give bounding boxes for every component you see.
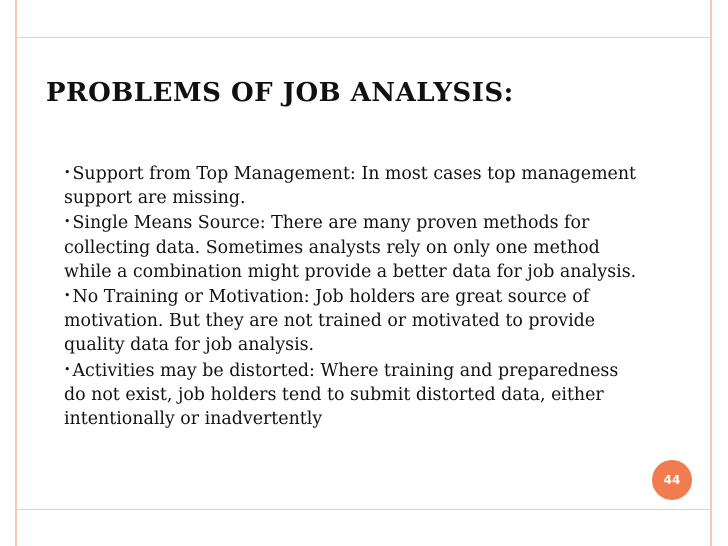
bullet-icon: • (64, 215, 71, 229)
frame-right-border (710, 0, 712, 546)
bullet-text: Support from Top Management: In most cases top management support are missing. (64, 164, 637, 209)
frame-bottom-border (15, 509, 712, 510)
frame-top-border (15, 37, 712, 38)
bullet-item (64, 161, 644, 210)
slide-title: PROBLEMS OF JOB ANALYSIS: (46, 78, 514, 108)
bullet-text: Single Means Source: There are many proven methods for collecting data. Sometimes analysts rely on only one method while a combination might provide a better data for job analysis. (64, 213, 637, 282)
bullet-icon: • (64, 166, 71, 179)
bullet-icon: • (64, 362, 71, 376)
bullet-icon: • (64, 289, 71, 303)
bullet-text: No Training or Motivation: Job holders are great source of motivation. But they are not trained or motivated to provide quality data for job analysis. (64, 287, 596, 356)
bullet-text: Activities may be distorted: Where training and preparedness do not exist, job holders tend to submit distorted data, either intentionally or inadvertently (64, 360, 619, 430)
bullet-item (64, 284, 644, 358)
bullet-item (64, 358, 644, 432)
page-number-badge: 44 (652, 460, 692, 500)
bullet-item (64, 210, 644, 284)
bullet-list (64, 161, 644, 431)
frame-left-border (15, 0, 17, 546)
